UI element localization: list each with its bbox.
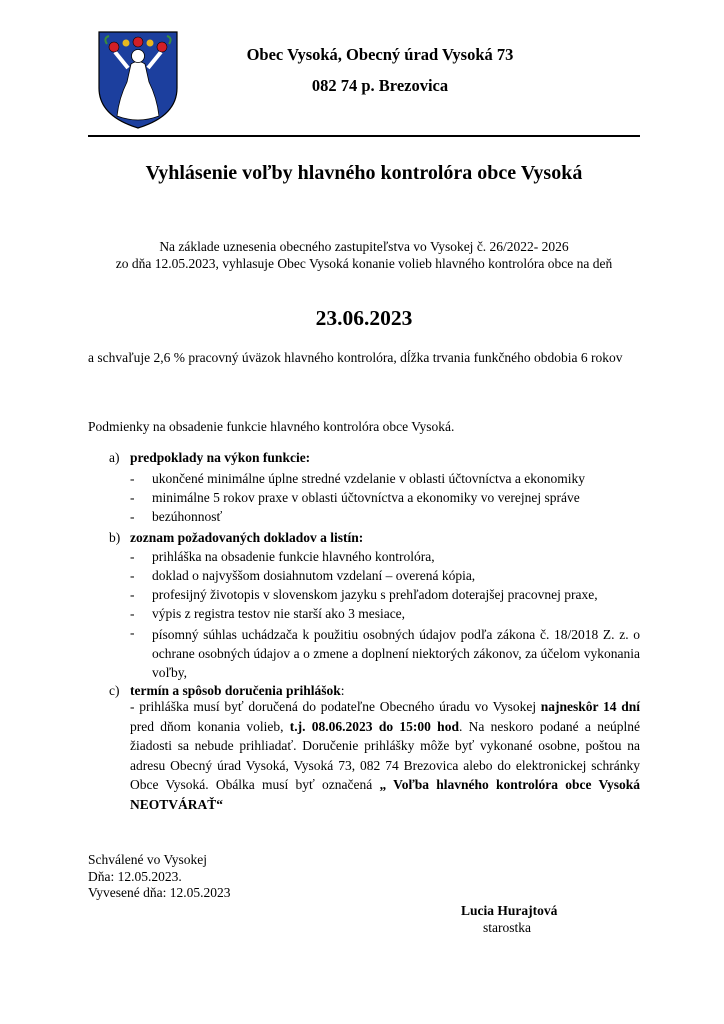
- section-b-label: zoznam požadovaných dokladov a listín:: [130, 530, 364, 545]
- header-line-1: Obec Vysoká, Obecný úrad Vysoká 73: [246, 45, 514, 64]
- signature-role: starostka: [483, 920, 531, 935]
- section-b-item: - písomný súhlas uchádzača k použitiu osobných údajov podľa zákona č. 18/2018 Z. z. o ochrane osobných údajov a o zmene a doplnení niektorých zákonov, za účelom vykonania voľby,: [130, 625, 640, 680]
- coat-of-arms-logo: [97, 30, 179, 130]
- crest-flower-center: [133, 37, 143, 47]
- crest-flower-gold-right: [147, 40, 154, 47]
- crest-flower-left: [109, 42, 119, 52]
- section-c-label: termín a spôsob doručenia prihlášok: [130, 683, 341, 698]
- intro-line-2: zo dňa 12.05.2023, vyhlasuje Obec Vysoká konanie volieb hlavného kontrolóra obce na deň: [115, 256, 613, 271]
- crest-flower-gold-left: [123, 40, 130, 47]
- section-a-letter: a): [109, 450, 120, 465]
- crest-figure-head: [132, 50, 145, 63]
- section-c-letter: c): [109, 683, 120, 698]
- signature-name: Lucia Hurajtová: [461, 903, 558, 918]
- crest-flower-right: [157, 42, 167, 52]
- section-c-text: - prihláška musí byť doručená do podateľne Obecného úradu vo Vysokej najneskôr 14 dní pred dňom konania volieb, t.j. 08.06.2023 do 15:00 hod. Na neskoro podané a neúplné žiadosti sa nebude prihliadať. Doručenie prihlášky môže byť vykonané osobne, poštou na adresu Obecný úrad Vysoká, Vysoká 73, 082 74 Brezovica alebo do elektronickej schránky Obce Vysoká. Obálka musí byť označená „ Voľba hlavného kontrolóra obce Vysoká NEOTVÁRAŤ“: [130, 699, 641, 812]
- header-line-2: 082 74 p. Brezovica: [311, 76, 449, 95]
- election-date: 23.06.2023: [315, 306, 413, 330]
- conditions-intro: Podmienky na obsadenie funkcie hlavného kontrolóra obce Vysoká.: [88, 419, 455, 434]
- approval-text: a schvaľuje 2,6 % pracovný úväzok hlavného kontrolóra, dĺžka trvania funkčného obdobia 6 rokov: [88, 350, 623, 365]
- header-divider: [88, 135, 640, 137]
- footer-date: Dňa: 12.05.2023.: [88, 869, 182, 884]
- footer-approved: Schválené vo Vysokej: [88, 852, 207, 867]
- section-c-label-suffix: :: [340, 683, 345, 698]
- document-title: Vyhlásenie voľby hlavného kontrolóra obce Vysoká: [145, 162, 583, 184]
- footer-posted: Vyvesené dňa: 12.05.2023: [88, 885, 231, 900]
- section-a-label: predpoklady na výkon funkcie:: [130, 450, 311, 465]
- section-b-letter: b): [109, 530, 121, 545]
- intro-line-1: Na základe uznesenia obecného zastupiteľstva vo Vysokej č. 26/2022- 2026: [159, 239, 569, 254]
